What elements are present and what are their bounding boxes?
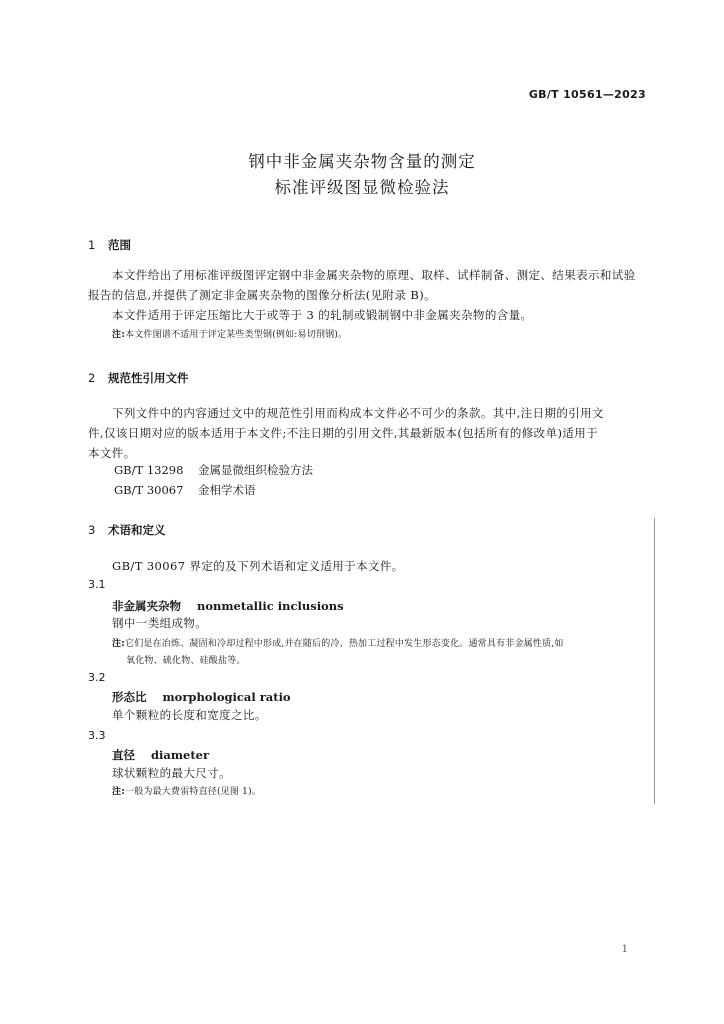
reference-code: GB/T 13298 [114, 463, 184, 477]
note-continuation: 氧化物、硫化物、硅酸盐等。 [126, 656, 246, 666]
term-en: morphological ratio [162, 690, 291, 704]
section-number: 3 [88, 523, 96, 537]
section-number: 2 [88, 371, 96, 385]
term-zh: 形态比 [112, 690, 147, 704]
term-number: 3.1 [88, 578, 106, 591]
term-number: 3.2 [88, 671, 106, 684]
margin-rule [654, 518, 655, 804]
section-number: 1 [88, 238, 96, 252]
paragraph: 本文件适用于评定压缩比大于或等于 3 的轧制或锻制钢中非金属夹杂物的含量。 [112, 308, 533, 322]
term-en: diameter [151, 748, 210, 762]
term-definition: 球状颗粒的最大尺寸。 [112, 766, 231, 780]
standard-code: GB/T 10561—2023 [528, 88, 646, 101]
reference-title: 金相学术语 [198, 483, 256, 497]
paragraph: 下列文件中的内容通过文中的规范性引用而构成本文件必不可少的条款。其中,注日期的引用文 [112, 406, 604, 420]
section-title: 范围 [108, 238, 131, 252]
term-definition: 单个颗粒的长度和宽度之比。 [112, 708, 267, 722]
reference-title: 金属显微组织检验方法 [198, 463, 313, 477]
term-definition: 钢中一类组成物。 [112, 616, 208, 630]
paragraph: 件,仅该日期对应的版本适用于本文件;不注日期的引用文件,其最新版本(包括所有的修改单)适用于 [88, 426, 599, 440]
term-heading [112, 747, 209, 763]
term-heading [112, 598, 344, 614]
note-text: 一般为最大费雷特直径(见图 1)。 [125, 787, 262, 797]
section-1-heading [88, 237, 131, 253]
section-2-heading [88, 370, 189, 386]
page-number: 1 [621, 944, 628, 955]
term-en: nonmetallic inclusions [197, 599, 344, 613]
paragraph: 本文件。 [88, 446, 136, 460]
note-text: 它们是在冶炼、凝固和冷却过程中形成,并在随后的冷、热加工过程中发生形态变化。通常具有非金属性质,如 [125, 639, 564, 649]
term-zh: 非金属夹杂物 [112, 599, 181, 613]
paragraph: GB/T 30067 界定的及下列术语和定义适用于本文件。 [112, 559, 404, 573]
note-label: 注: [112, 330, 125, 340]
paragraph: 报告的信息,并提供了测定非金属夹杂物的图像分析法(见附录 B)。 [88, 288, 437, 302]
term-heading [112, 689, 291, 705]
normative-reference [114, 482, 256, 498]
paragraph: 本文件给出了用标准评级图评定钢中非金属夹杂物的原理、取样、试样制备、测定、结果表示和试验 [112, 268, 636, 282]
note-label: 注: [112, 639, 125, 649]
note [112, 784, 261, 801]
term-zh: 直径 [112, 748, 135, 762]
note-text: 本文件图谱不适用于评定某些类型钢(例如:易切削钢)。 [125, 330, 348, 340]
term-number: 3.3 [88, 729, 106, 742]
document-title-line2: 标准评级图显微检验法 [274, 178, 450, 197]
reference-code: GB/T 30067 [114, 483, 184, 497]
note [112, 327, 347, 344]
normative-reference [114, 462, 313, 478]
section-title: 规范性引用文件 [108, 371, 189, 385]
section-3-heading [88, 522, 166, 538]
note [112, 636, 564, 653]
section-title: 术语和定义 [108, 523, 166, 537]
document-title-line1: 钢中非金属夹杂物含量的测定 [248, 152, 476, 171]
note-label: 注: [112, 787, 125, 797]
